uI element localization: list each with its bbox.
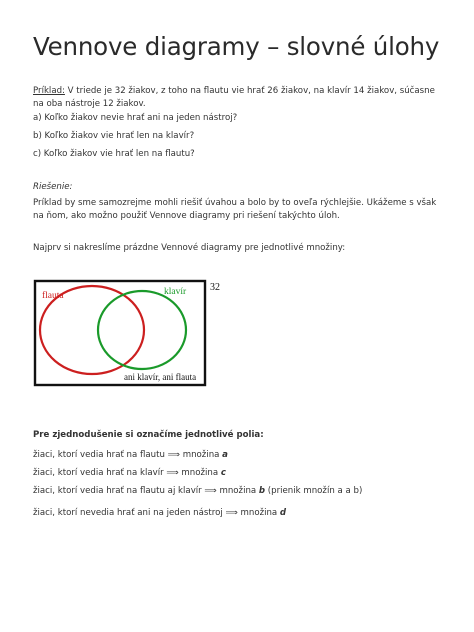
question-c: c) Koľko žiakov vie hrať len na flautu? [33,149,195,159]
venn-diagram [30,276,230,391]
outside-label: ani klavír, ani flauta [124,372,197,382]
field-row-b-note: (prienik množín a a b) [265,486,363,496]
example-label: Príklad: [33,86,65,96]
simplify-heading: Pre zjednodušenie si označíme jednotlivé polia: [33,430,264,440]
total-count: 32 [210,282,220,293]
example-paragraph [33,85,443,110]
field-row-c: žiaci, ktorí vedia hrať na klavír ⟹ množina c [33,468,226,478]
page-title: Vennove diagramy – slovné úlohy [33,32,440,61]
flute-label: flauta [42,291,64,301]
solution-label: Riešenie: [33,182,73,192]
solution-paragraph: Príklad by sme samozrejme mohli riešiť úvahou a bolo by to oveľa rýchlejšie. Ukážeme s však na ňom, ako možno použiť Vennove diagramy pri riešení takýchto úloh. [33,198,437,221]
field-row-b: žiaci, ktorí vedia hrať na flautu aj klavír ⟹ množina b (prienik množín a a b) [33,486,363,496]
set-symbol: a [222,450,228,460]
field-row-d: žiaci, ktorí nevedia hrať ani na jeden nástroj ⟹ množina d [33,508,287,518]
set-symbol: b [258,486,266,496]
question-b: b) Koľko žiakov vie hrať len na klavír? [33,131,195,141]
piano-label: klavír [164,287,187,297]
diagram-intro: Najprv si nakreslíme prázdne Vennové diagramy pre jednotlivé množiny: [33,243,346,253]
field-row-a: žiaci, ktorí vedia hrať na flautu ⟹ množina a [33,450,228,460]
set-symbol: c [220,468,226,478]
set-symbol: d [279,508,287,518]
example-text: V triede je 32 žiakov, z toho na flautu vie hrať 26 žiakov, na klavír 14 žiakov, súčasne na oba nástroje 12 žiakov. [33,86,435,109]
question-a: a) Koľko žiakov nevie hrať ani na jeden nástroj? [33,113,238,123]
